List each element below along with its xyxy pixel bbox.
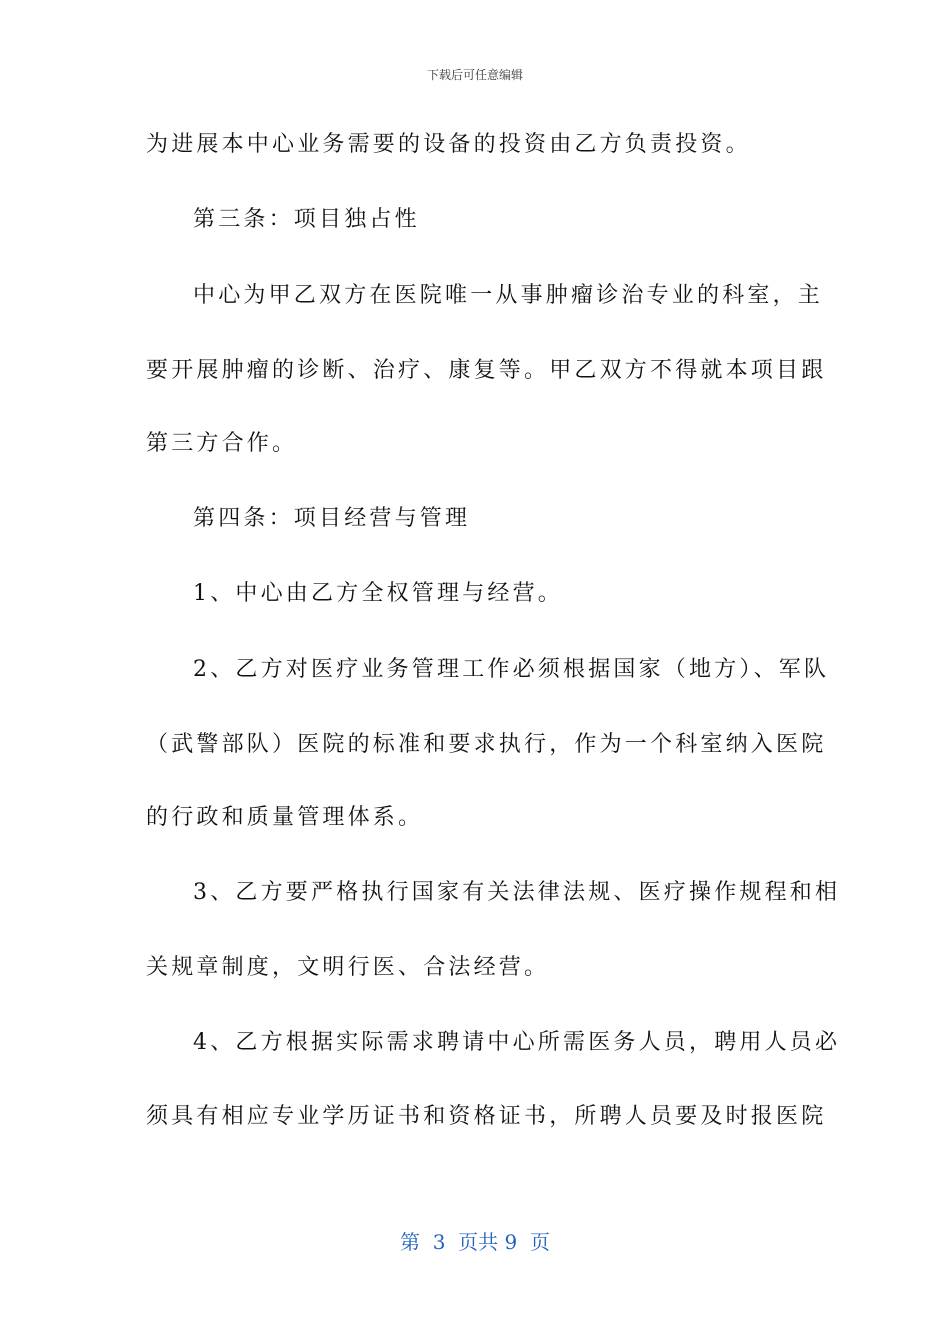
- paragraph-line: 3、乙方要严格执行国家有关法律法规、医疗操作规程和相: [193, 880, 841, 905]
- paragraph-line: 为进展本中心业务需要的设备的投资由乙方负责投资。: [146, 132, 751, 157]
- paragraph-line: 中心为甲乙双方在医院唯一从事肿瘤诊治专业的科室，主: [193, 283, 824, 308]
- paragraph-line: （武警部队）医院的标准和要求执行，作为一个科室纳入医院: [146, 732, 827, 757]
- paragraph-line: 关规章制度，文明行医、合法经营。: [146, 955, 550, 980]
- paragraph-line: 1、中心由乙方全权管理与经营。: [193, 581, 563, 606]
- paragraph-line: 2、乙方对医疗业务管理工作必须根据国家（地方）、军队: [193, 657, 830, 682]
- paragraph-line: 第三方合作。: [146, 431, 298, 456]
- paragraph-line: 4、乙方根据实际需求聘请中心所需医务人员，聘用人员必: [193, 1030, 841, 1055]
- paragraph-line: 要开展肿瘤的诊断、治疗、康复等。甲乙双方不得就本项目跟: [146, 358, 827, 383]
- section-heading: 第三条：项目独占性: [193, 207, 420, 232]
- page-number-footer: 第 3 页共 9 页: [400, 1230, 550, 1254]
- section-heading: 第四条：项目经营与管理: [193, 506, 471, 531]
- paragraph-line: 须具有相应专业学历证书和资格证书，所聘人员要及时报医院: [146, 1104, 827, 1129]
- page-header: 下载后可任意编辑: [426, 68, 523, 82]
- paragraph-line: 的行政和质量管理体系。: [146, 805, 424, 830]
